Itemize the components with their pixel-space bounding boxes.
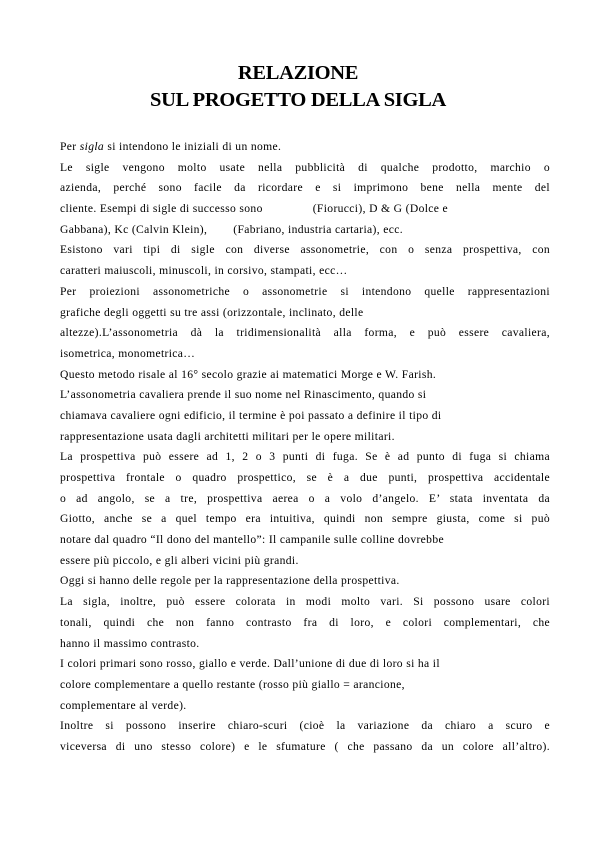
text-line: altezze).L’assonometria dà la tridimensionalità alla forma, e può essere cavaliera, (60, 326, 550, 340)
text-line: viceversa di uno stesso colore) e le sfumature ( che passano da un colore all’altro). (60, 739, 550, 753)
text-line: complementare al verde). (60, 698, 187, 712)
text-fragment: (Fabriano, industria cartaria), ecc. (233, 222, 403, 236)
text-line: isometrica, monometrica… (60, 346, 196, 360)
text-line: essere più piccolo, e gli alberi vicini più grandi. (60, 553, 299, 567)
text-line: L’assonometria cavaliera prende il suo nome nel Rinascimento, quando si (60, 388, 427, 402)
text-fragment: Per (60, 140, 80, 153)
text-fragment: (Fiorucci), D & G (Dolce e (312, 202, 449, 216)
text-line: o ad angolo, se a tre, prospettiva aerea o a volo d’angelo. E’ stata inventata da (60, 491, 550, 505)
document-title-line-2: SUL PROGETTO DELLA SIGLA (149, 89, 447, 111)
text-line: notare dal quadro “Il dono del mantello”: Il campanile sulle colline dovrebbe (60, 533, 444, 547)
text-line: Per proiezioni assonometriche o assonometrie si intendono quelle rappresentazioni (60, 284, 550, 298)
text-line: Esistono vari tipi di sigle con diverse assonometrie, con o senza prospettiva, con (60, 243, 550, 257)
text-line: chiamava cavaliere ogni edificio, il termine è poi passato a definire il tipo di (60, 408, 442, 422)
text-line: La sigla, inoltre, può essere colorata in modi molto vari. Si possono usare colori (60, 595, 550, 609)
text-line: Questo metodo risale al 16° secolo grazie ai matematici Morge e W. Farish. (60, 367, 437, 381)
text-line: prospettiva frontale o quadro prospettico, se è a due punti, prospettiva accidentale (60, 471, 550, 484)
text-line: colore complementare a quello restante (rosso più giallo = arancione, (60, 677, 405, 691)
text-fragment: Gabbana), Kc (Calvin Klein), (60, 222, 208, 236)
italic-term-sigla: sigla (79, 140, 105, 153)
document-body (60, 137, 550, 758)
text-line: I colori primari sono rosso, giallo e verde. Dall’unione di due di loro si ha il (60, 657, 440, 671)
text-line: tonali, quindi che non fanno contrasto fra di loro, e colori complementari, che (60, 615, 550, 629)
text-line: grafiche degli oggetti su tre assi (orizzontale, inclinato, delle (60, 305, 364, 319)
text-line: La prospettiva può essere ad 1, 2 o 3 punti di fuga. Se è ad punto di fuga si chiama (60, 450, 550, 464)
text-fragment: cliente. Esempi di sigle di successo sono (60, 202, 263, 216)
text-line: caratteri maiuscoli, minuscoli, in corsivo, stampati, ecc… (60, 264, 348, 278)
text-line: Le sigle vengono molto usate nella pubblicità di qualche prodotto, marchio o (60, 160, 550, 174)
text-line: hanno il massimo contrasto. (60, 636, 200, 650)
text-line: azienda, perché sono facile da ricordare e si imprimono bene nella mente del (60, 181, 550, 195)
text-line (60, 199, 550, 220)
text-line: Inoltre si possono inserire chiaro-scuri (cioè la variazione da chiaro a scuro e (60, 719, 550, 733)
text-fragment: si intendono le iniziali di un nome. (104, 140, 282, 153)
text-line: rappresentazione usata dagli architetti militari per le opere militari. (60, 429, 395, 443)
text-line (60, 220, 550, 241)
text-line: Giotto, anche se a quel tempo era intuitiva, quindi non sempre giusta, come si può (60, 512, 550, 526)
text-line (60, 137, 550, 158)
document-title-line-1: RELAZIONE (237, 62, 359, 84)
text-line: Oggi si hanno delle regole per la rappresentazione della prospettiva. (60, 574, 400, 588)
